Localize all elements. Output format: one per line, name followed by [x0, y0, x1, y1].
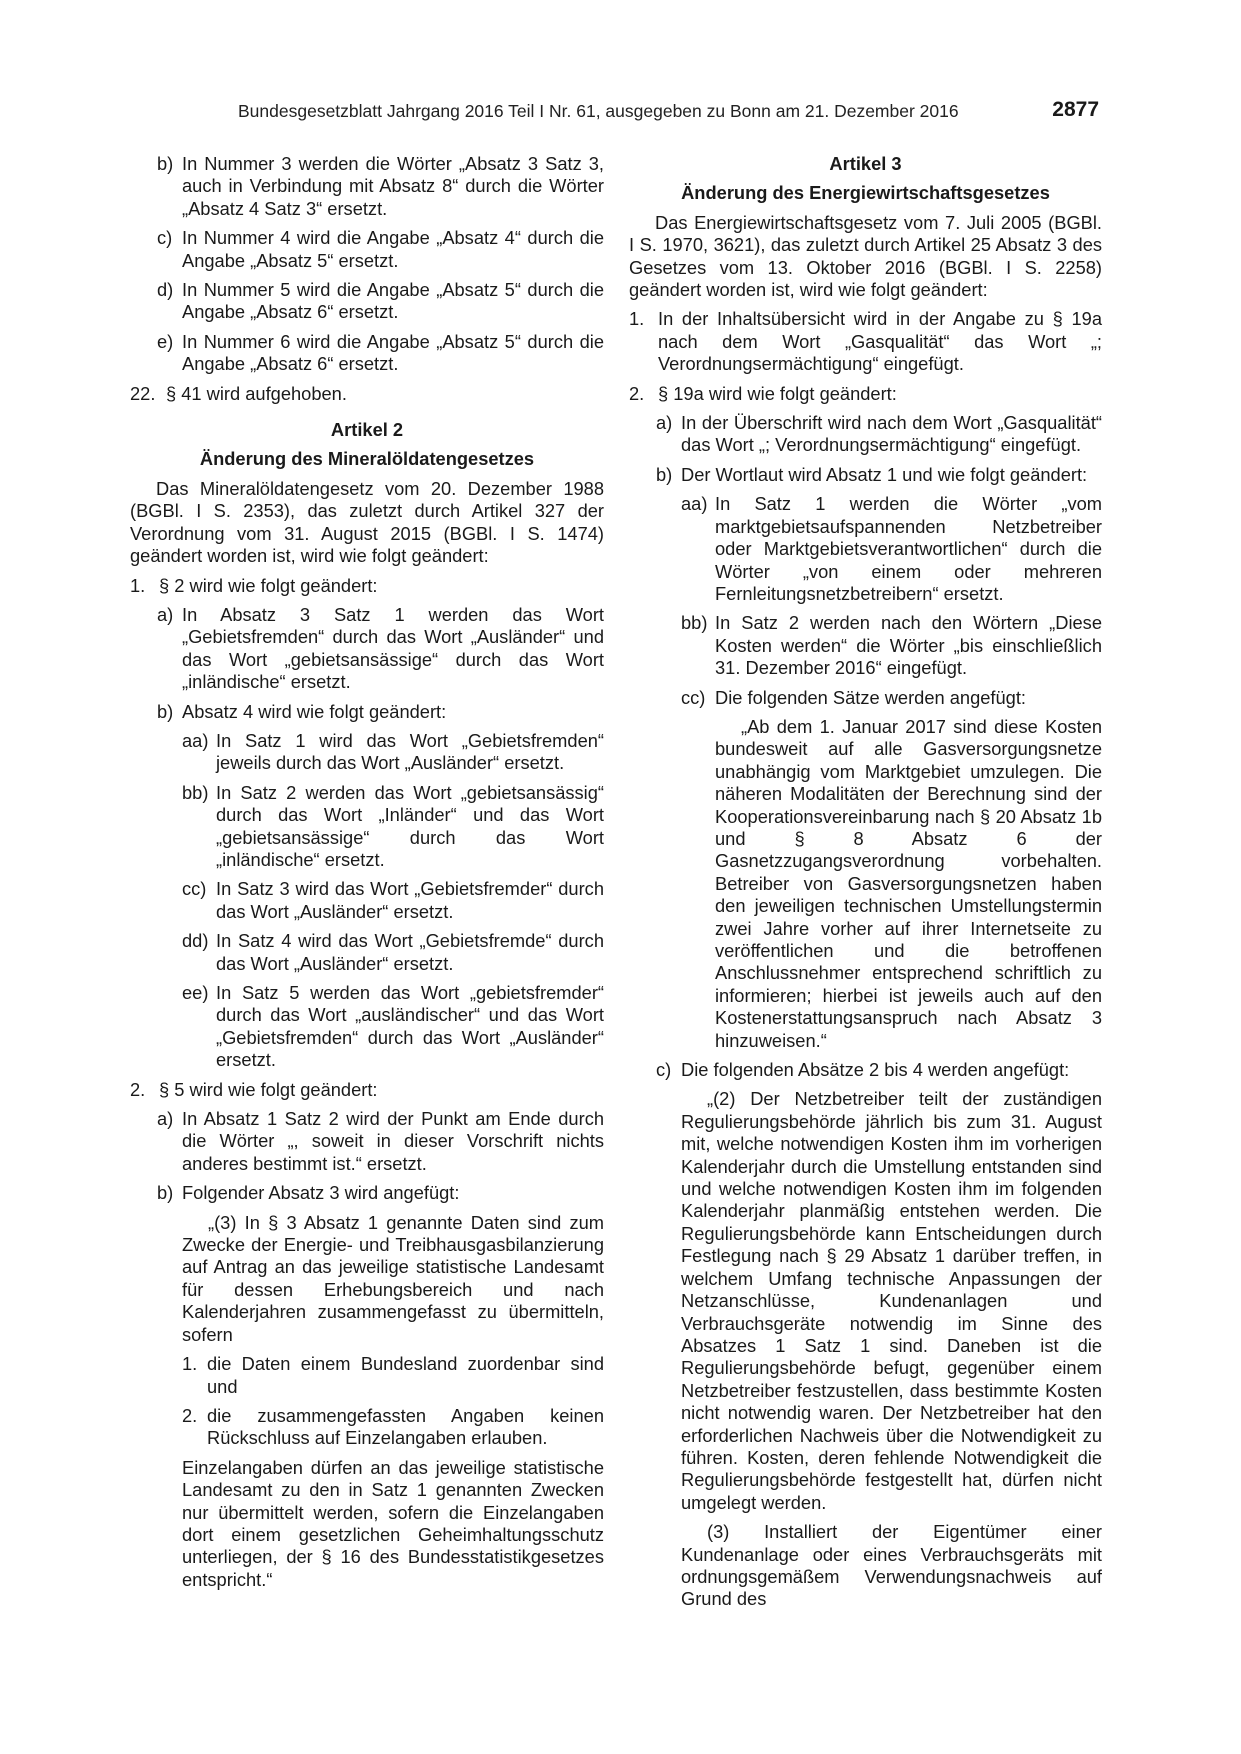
page-number: 2877	[1052, 98, 1099, 121]
quoted-paragraph: „(3) In § 3 Absatz 1 genannte Daten sind zum Zwecke der Energie- und Treibhausgasbilanzierung auf Antrag an das jeweilige statistische Landesamt für dessen Erhebungsbereich und nach Kalenderjahren zusammengefasst zu übermitteln, sofern	[182, 1211, 604, 1345]
right-column	[629, 153, 1102, 1618]
quoted-paragraph: „Ab dem 1. Januar 2017 sind diese Kosten bundesweit auf alle Gasversorgungsnetze unabhängig vom Marktgebiet umzulegen. Die näheren Modalitäten der Berechnung sind der Kooperationsvereinbarung nach § 20 Absatz 1b und § 8 Absatz 6 der Gasnetzzugangsverordnung vorbehalten. Betreiber von Gasversorgungsnetzen haben den jeweiligen technischen Umstellungstermin zwei Jahre vorher auf ihrer Internetseite zu veröffentlichen und die betroffenen Anschlussnehmer entsprechend schriftlich zu informieren; hierbei ist jeweils auch auf den Kostenerstattungsanspruch nach Absatz 3 hinzuweisen.“	[715, 715, 1102, 1051]
item-text: In Satz 2 werden nach den Wörtern „Diese Kosten werden“ die Wörter „bis einschließlich 31. Dezember 2016“ eingefügt.	[715, 612, 1102, 679]
item-text: die Daten einem Bundesland zuordenbar sind und	[207, 1353, 604, 1397]
list-item	[182, 878, 604, 923]
item-marker: 2.	[182, 1404, 198, 1426]
item-text: Absatz 4 wird wie folgt geändert:	[182, 700, 447, 722]
item-marker: a)	[157, 603, 174, 625]
item-text: In der Inhaltsübersicht wird in der Angabe zu § 19a nach dem Wort „Gasqualität“ das Wort „; Verordnungsermächtigung“ eingefügt.	[658, 308, 1102, 375]
list-item	[130, 575, 604, 597]
item-text: § 41 wird aufgehoben.	[166, 382, 347, 404]
item-marker: cc)	[681, 686, 706, 708]
item-marker: ee)	[182, 982, 209, 1003]
list-item	[182, 730, 604, 775]
list-item	[157, 1182, 604, 1204]
item-text: In Absatz 1 Satz 2 wird der Punkt am Ende durch die Wörter „, soweit in dieser Vorschrift nichts anderes bestimmt ist.“ ersetzt.	[182, 1108, 604, 1174]
quoted-paragraph: Einzelangaben dürfen an das jeweilige statistische Landesamt zu den in Satz 1 genannten Zwecken nur übermittelt werden, sofern die Einzelangaben dort einem gesetzlichen Geheimhaltungsschutz unterliegen, der § 16 des Bundesstatistikgesetzes entspricht.“	[182, 1456, 604, 1590]
item-text: In Nummer 6 wird die Angabe „Absatz 5“ durch die Angabe „Absatz 6“ ersetzt.	[182, 330, 604, 375]
running-header	[238, 98, 1099, 128]
list-item	[182, 782, 604, 872]
item-text: § 5 wird wie folgt geändert:	[159, 1078, 378, 1100]
item-text: In der Überschrift wird nach dem Wort „Gasqualität“ das Wort „; Verordnungsermächtigung“ eingefügt.	[681, 412, 1102, 456]
item-marker: a)	[656, 412, 673, 434]
item-text: Folgender Absatz 3 wird angefügt:	[182, 1182, 460, 1204]
item-marker: bb)	[182, 781, 209, 803]
list-item	[629, 383, 1102, 405]
item-text: Der Wortlaut wird Absatz 1 und wie folgt geändert:	[681, 463, 1088, 485]
article-heading: Artikel 2	[330, 419, 404, 441]
quoted-paragraph: „(2) Der Netzbetreiber teilt der zuständigen Regulierungsbehörde jährlich bis zum 31. August mit, welche notwendigen Kosten ihm im vorherigen Kalenderjahr durch die Umstellung entstanden sind und welche notwendigen Kosten ihm im folgenden Kalenderjahr planmäßig entstehen werden. Die Regulierungsbehörde kann Entscheidungen durch Festlegung nach § 29 Absatz 1 darüber treffen, in welchem Umfang technische Anpassungen der Netzanschlüsse, Kundenanlagen und Verbrauchsgeräte notwendig im Sinne des Absatzes 1 Satz 1 sind. Daneben ist die Regulierungsbehörde befugt, gegenüber einem Netzbetreiber festzustellen, dass bestimmte Kosten nicht notwendig waren. Der Netzbetreiber hat den erforderlichen Nachweis über die Notwendigkeit zu führen. Kosten, deren fehlende Notwendigkeit die Regulierungsbehörde festgestellt hat, dürfen nicht umgelegt werden.	[681, 1088, 1102, 1513]
item-text: In Satz 4 wird das Wort „Gebietsfremde“ durch das Wort „Ausländer“ ersetzt.	[216, 930, 604, 974]
item-text: In Satz 2 werden das Wort „gebietsansässig“ durch das Wort „Inländer“ und das Wort „gebietsansässige“ durch das Wort „inländische“ ersetzt.	[216, 781, 604, 870]
item-marker: 1.	[130, 574, 146, 596]
list-item	[157, 279, 604, 324]
list-item	[157, 227, 604, 272]
item-marker: 22.	[130, 382, 156, 404]
item-text: § 19a wird wie folgt geändert:	[658, 382, 897, 404]
item-marker: bb)	[681, 612, 708, 634]
list-item	[130, 383, 604, 405]
item-marker: 1.	[629, 308, 645, 330]
item-marker: b)	[157, 700, 174, 722]
item-marker: 2.	[130, 1078, 146, 1100]
list-item	[130, 1079, 604, 1101]
list-item	[629, 308, 1102, 375]
list-item	[157, 604, 604, 694]
article-intro: Das Energiewirtschaftsgesetz vom 7. Juli 2005 (BGBl. I S. 1970, 3621), das zuletzt durch Artikel 25 Absatz 3 des Gesetzes vom 13. Oktober 2016 (BGBl. I S. 2258) geändert worden ist, wird wie folgt geändert:	[629, 211, 1102, 301]
item-text: In Satz 1 werden die Wörter „vom marktgebietsaufspannenden Netzbetreiber oder Marktgebietsverantwortlichen“ durch die Wörter „von einem oder mehreren Fernleitungsnetzbetreibern“ ersetzt.	[715, 493, 1102, 604]
list-item	[681, 612, 1102, 679]
item-text: In Nummer 3 werden die Wörter „Absatz 3 Satz 3, auch in Verbindung mit Absatz 8“ durch die Wörter „Absatz 4 Satz 3“ ersetzt.	[182, 153, 604, 219]
item-marker: cc)	[182, 878, 207, 900]
list-item	[157, 1108, 604, 1175]
article-heading: Artikel 3	[829, 153, 902, 174]
item-marker: aa)	[681, 493, 708, 515]
item-marker: c)	[656, 1059, 672, 1081]
left-column	[130, 153, 604, 1598]
item-text: In Satz 1 wird das Wort „Gebietsfremden“ jeweils durch das Wort „Ausländer“ ersetzt.	[216, 729, 604, 774]
item-text: In Nummer 5 wird die Angabe „Absatz 5“ durch die Angabe „Absatz 6“ ersetzt.	[182, 279, 604, 323]
list-item	[182, 930, 604, 975]
running-title: Bundesgesetzblatt Jahrgang 2016 Teil I Nr. 61, ausgegeben zu Bonn am 21. Dezember 2016	[238, 101, 959, 121]
list-item	[182, 1405, 604, 1450]
item-marker: b)	[157, 1182, 174, 1204]
item-marker: aa)	[182, 729, 209, 751]
list-item	[656, 1059, 1102, 1081]
item-marker: e)	[157, 330, 174, 352]
item-marker: 2.	[629, 382, 645, 404]
item-marker: c)	[157, 227, 173, 249]
list-item	[157, 153, 604, 220]
list-item	[681, 687, 1102, 709]
list-item	[681, 493, 1102, 605]
item-text: In Nummer 4 wird die Angabe „Absatz 4“ durch die Angabe „Absatz 5“ ersetzt.	[182, 227, 604, 271]
list-item	[157, 701, 604, 723]
item-text: die zusammengefassten Angaben keinen Rückschluss auf Einzelangaben erlauben.	[207, 1404, 604, 1449]
list-item	[157, 331, 604, 376]
list-item	[182, 982, 604, 1072]
article-title: Änderung des Mineralöldatengesetzes	[199, 448, 535, 470]
item-text: Die folgenden Sätze werden angefügt:	[715, 686, 1027, 708]
item-marker: b)	[656, 463, 673, 485]
item-marker: dd)	[182, 930, 209, 952]
list-item	[656, 464, 1102, 486]
item-text: In Absatz 3 Satz 1 werden das Wort „Gebietsfremden“ durch das Wort „Ausländer“ und das Wort „gebietsansässige“ durch das Wort „inländische“ ersetzt.	[182, 603, 604, 693]
article-intro: Das Mineralöldatengesetz vom 20. Dezember 1988 (BGBl. I S. 2353), das zuletzt durch Artikel 327 der Verordnung vom 31. August 2015 (BGBl. I S. 1474) geändert worden ist, wird wie folgt geändert:	[130, 477, 604, 567]
quoted-paragraph: (3) Installiert der Eigentümer einer Kundenanlage oder eines Verbrauchsgeräts mit ordnungsgemäßem Verwendungsnachweis auf Grund des	[681, 1521, 1102, 1610]
item-marker: b)	[157, 153, 174, 174]
item-text: § 2 wird wie folgt geändert:	[159, 574, 378, 596]
list-item	[182, 1353, 604, 1398]
list-item	[656, 412, 1102, 457]
item-text: Die folgenden Absätze 2 bis 4 werden angefügt:	[681, 1059, 1070, 1081]
article-title: Änderung des Energiewirtschaftsgesetzes	[681, 182, 1050, 204]
item-marker: a)	[157, 1108, 174, 1130]
item-text: In Satz 5 werden das Wort „gebietsfremder“ durch das Wort „ausländischer“ und das Wort „Gebietsfremden“ durch das Wort „Ausländer“ ersetzt.	[216, 982, 604, 1071]
item-text: In Satz 3 wird das Wort „Gebietsfremder“ durch das Wort „Ausländer“ ersetzt.	[216, 878, 604, 922]
item-marker: d)	[157, 279, 174, 301]
item-marker: 1.	[182, 1353, 198, 1375]
